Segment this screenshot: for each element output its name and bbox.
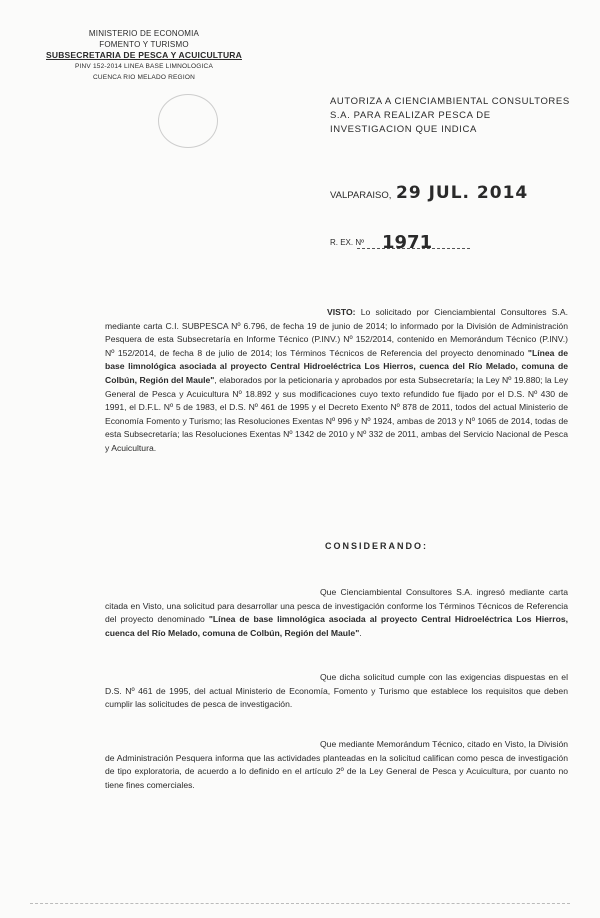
letterhead <box>44 28 244 83</box>
letterhead-ref-1: PINV 152-2014 LINEA BASE LIMNOLOGICA <box>75 63 213 70</box>
rex-label: R. EX. Nº <box>330 238 365 247</box>
letterhead-ministry: MINISTERIO DE ECONOMIA <box>88 29 200 38</box>
page-footer-line <box>30 903 570 904</box>
considerando-1 <box>105 586 568 640</box>
considerando-3 <box>105 738 568 792</box>
visto-text-b: , elaborados por la peticionaria y aprobados por esta Subsecretaría; la Ley Nº 19.880; la Ley General de Pesca y Acuicultura Nº 18.892 y sus modificaciones cuyo texto refundido fue fijado por el D.S. Nº 430 de 1991, el D.F.L. Nº 5 de 1983, el D.S. Nº 461 de 1995 y el Decreto Exento Nº 878 de 2011, todos del actual Ministerio de Economía Fomento y Turismo; las Resoluciones Exentas Nº 996 y Nº 1924, ambas de 2013 y Nº 1065 de 2014, todas de esta Subsecretaría; las Resoluciones Exentas Nº 1342 de 2010 y Nº 332 de 2011, ambas del Servicio Nacional de Pesca y Acuicultura. <box>105 374 569 453</box>
official-seal-stamp <box>158 94 218 148</box>
c1-text-a: Que Cienciambiental Consultores S.A. ingresó mediante carta citada en Visto, una solicitud para desarrollar una pesca de investigación conforme los Términos Técnicos de Referencia del proyecto denominado <box>105 587 568 625</box>
rex-number: 1971 <box>382 232 433 253</box>
visto-text-a: Lo solicitado por Cienciambiental Consultores S.A. mediante carta C.I. SUBPESCA Nº 6.796, de fecha 19 de junio de 2014; lo informado por la División de Administración Pesquera de esta Subsecretaría en Informe Técnico (P.INV.) Nº 152/2014, contenido en Memorándum Técnico (P.INV.) Nº 152/2014, de fecha 8 de julio de 2014; los Términos Técnicos de Referencia del proyecto denominado <box>105 307 569 358</box>
letterhead-ref-2: CUENCA RIO MELADO REGION <box>93 74 195 81</box>
resolution-subject: AUTORIZA A CIENCIAMBIENTAL CONSULTORES S.A. PARA REALIZAR PESCA DE INVESTIGACION QUE INDICA <box>330 96 570 135</box>
visto-label: VISTO: <box>327 307 356 317</box>
c1-text-b: . <box>359 627 362 638</box>
visto-paragraph <box>105 306 568 456</box>
considerando-2 <box>105 671 568 712</box>
place-label: VALPARAISO, <box>330 190 392 201</box>
visto-project-name: "Línea de base limnológica asociada al proyecto Central Hidroeléctrica Los Hierros, cuenca del Río Melado, comuna de Colbún, Región del Maule" <box>105 347 569 385</box>
letterhead-subsecretaria: SUBSECRETARIA DE PESCA Y ACUICULTURA <box>46 50 242 60</box>
resolution-date-stamp: 29 JUL. 2014 <box>396 183 529 203</box>
letterhead-ministry-sub: FOMENTO Y TURISMO <box>99 40 189 49</box>
c3-text: Que mediante Memorándum Técnico, citado en Visto, la División de Administración Pesquera informa que las actividades planteadas en la solicitud califican como pesca de investigación de tipo exploratoria, de acuerdo a lo definido en el artículo 2º de la Ley General de Pesca y Acuicultura, por cuanto no tiene fines comerciales. <box>105 739 568 790</box>
c2-text: Que dicha solicitud cumple con las exigencias dispuestas en el D.S. Nº 461 de 1995, del actual Ministerio de Economía, Fomento y Turismo que establece los requisitos que deben cumplir las solicitudes de pesca de investigación. <box>105 672 568 710</box>
c1-project-name: "Línea de base limnológica asociada al proyecto Central Hidroeléctrica Los Hierros, cuenca del Río Melado, comuna de Colbún, Región del Maule" <box>105 614 569 638</box>
considerando-heading: CONSIDERANDO: <box>325 541 429 551</box>
